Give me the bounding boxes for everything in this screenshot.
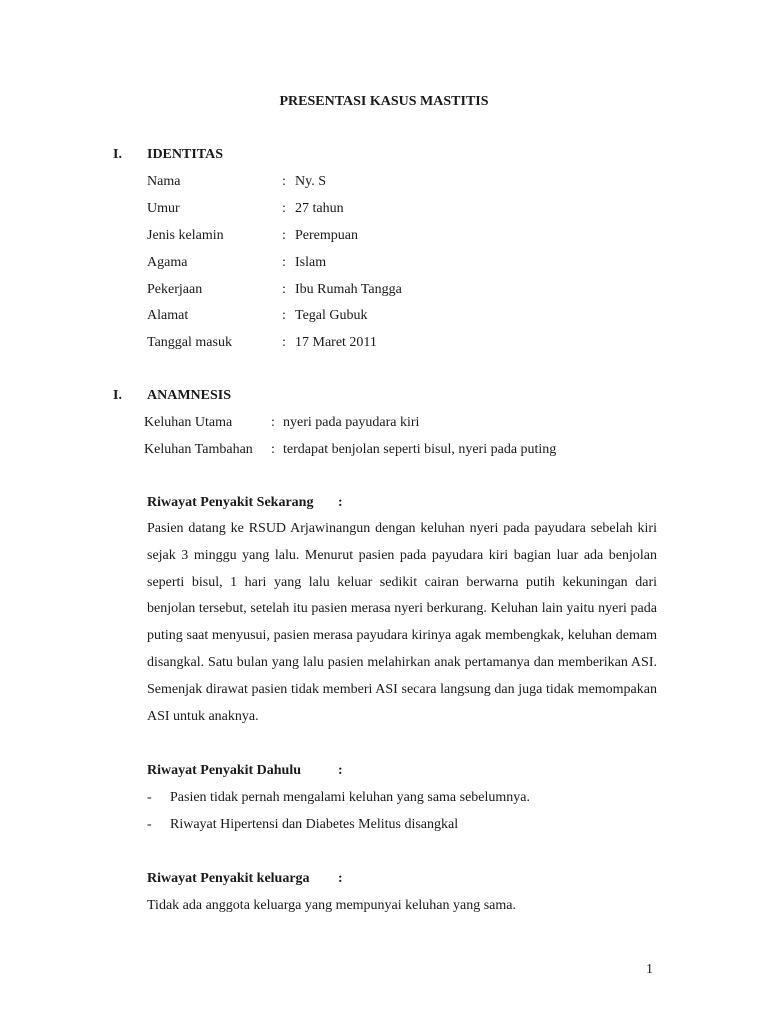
identitas-value: Tegal Gubuk	[295, 308, 368, 323]
identitas-separator: :	[282, 228, 286, 243]
identitas-label: Alamat	[147, 308, 189, 323]
anamnesis-numeral: I.	[113, 388, 122, 403]
rpk-separator: :	[338, 871, 343, 886]
identitas-separator: :	[282, 308, 286, 323]
rps-paragraph	[147, 516, 657, 730]
identitas-value: Islam	[295, 255, 327, 270]
rps-paragraph-text: Pasien datang ke RSUD Arjawinangun dengan keluhan nyeri pada payudara sebelah kiri sejak 3 minggu yang lalu. Menurut pasien pada payudara kiri bagian luar ada benjolan seperti bisul, 1 hari yang lalu keluar sedikit cairan berwarna putih kekuningan dari benjolan tersebut, setelah itu pasien merasa nyeri berkurang. Keluhan lain yaitu nyeri pada puting saat menyusui, pasien merasa payudara kirinya agak membengkak, keluhan demam disangkal. Satu bulan yang lalu pasien melahirkan anak pertamanya dan memberikan ASI. Semenjak dirawat pasien tidak memberi ASI secara langsung dan juga tidak memompakan ASI untuk anaknya.	[147, 521, 657, 724]
identitas-value: 17 Maret 2011	[295, 335, 377, 350]
identitas-separator: :	[282, 201, 286, 216]
identitas-value: Ny. S	[295, 174, 326, 189]
keluhan-utama-separator: :	[271, 415, 275, 430]
rpd-separator: :	[338, 763, 343, 778]
rpd-heading: Riwayat Penyakit Dahulu	[147, 763, 302, 778]
identitas-heading: IDENTITAS	[147, 147, 223, 162]
page-number: 1	[646, 962, 653, 977]
identitas-separator: :	[282, 255, 286, 270]
identitas-label: Pekerjaan	[147, 282, 203, 297]
identitas-separator: :	[282, 335, 286, 350]
identitas-label: Jenis kelamin	[147, 228, 224, 243]
keluhan-tambahan-separator: :	[271, 442, 275, 457]
keluhan-tambahan-label: Keluhan Tambahan	[144, 442, 253, 457]
keluhan-utama-label: Keluhan Utama	[144, 415, 233, 430]
keluhan-utama-value: nyeri pada payudara kiri	[283, 415, 420, 430]
identitas-value: Ibu Rumah Tangga	[295, 282, 402, 297]
identitas-separator: :	[282, 174, 286, 189]
rpk-heading: Riwayat Penyakit keluarga	[147, 871, 310, 886]
list-bullet: -	[147, 817, 152, 832]
list-bullet: -	[147, 790, 152, 805]
identitas-numeral: I.	[113, 147, 122, 162]
identitas-value: Perempuan	[295, 228, 358, 243]
rps-separator: :	[338, 495, 343, 510]
rpk-text: Tidak ada anggota keluarga yang mempunyai keluhan yang sama.	[147, 898, 516, 913]
identitas-separator: :	[282, 282, 286, 297]
identitas-label: Agama	[147, 255, 188, 270]
identitas-label: Tanggal masuk	[147, 335, 232, 350]
list-item: Riwayat Hipertensi dan Diabetes Melitus disangkal	[170, 817, 459, 832]
rps-heading: Riwayat Penyakit Sekarang	[147, 495, 314, 510]
list-item: Pasien tidak pernah mengalami keluhan yang sama sebelumnya.	[170, 790, 531, 805]
keluhan-tambahan-value: terdapat benjolan seperti bisul, nyeri pada puting	[283, 442, 557, 457]
identitas-value: 27 tahun	[295, 201, 344, 216]
identitas-label: Umur	[147, 201, 180, 216]
document-title: PRESENTASI KASUS MASTITIS	[279, 94, 489, 109]
identitas-label: Nama	[147, 174, 181, 189]
anamnesis-heading: ANAMNESIS	[147, 388, 232, 403]
